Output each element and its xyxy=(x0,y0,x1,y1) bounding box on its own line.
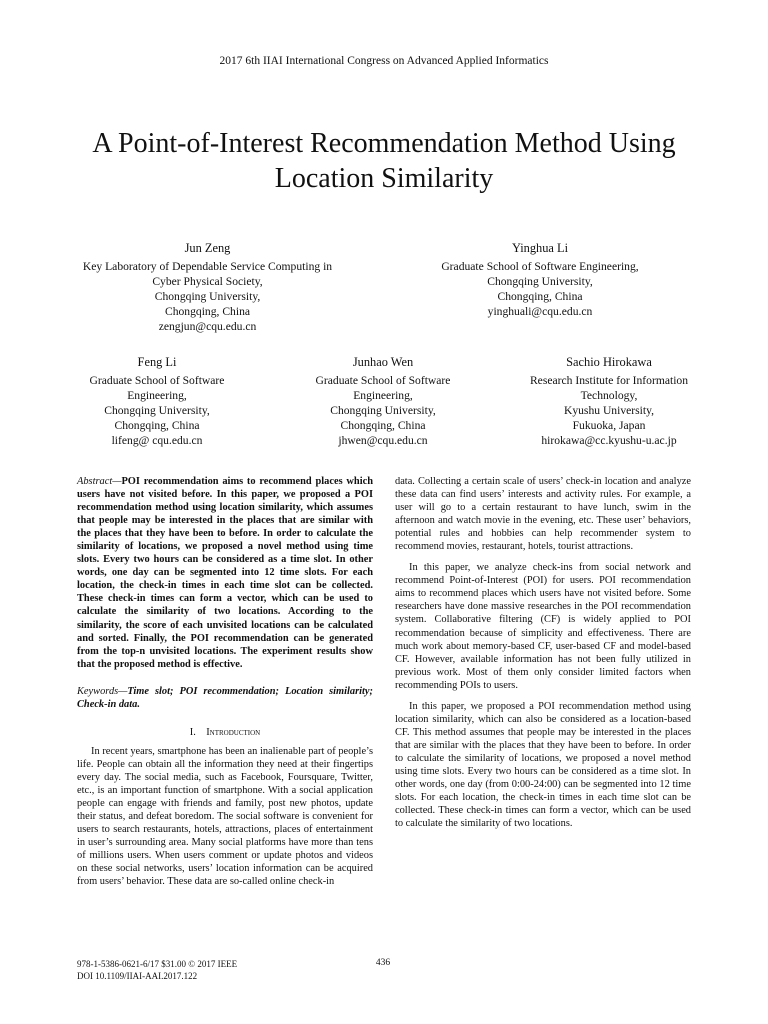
author-email: jhwen@cqu.edu.cn xyxy=(338,434,428,447)
author-affiliation-line: Chongqing University, xyxy=(487,275,593,288)
abstract-text: POI recommendation aims to recommend places which users have not visited before. In this paper, we proposed a POI recommendation method using location similarity, which assumes that people may be interested in the places that are similar with the places that they have been to before. In order to calculate the similarity of locations, we proposed a novel method using time slots. Every two hours can be considered as a time slot. In other words, one day can be segmented into 12 time slots. For each location, the check-in times in each time slot can be collected. These check-in times can form a vector, which can be used to calculate the similarity of two locations. According to the similarity, the score of each unvisited locations can be calculated and sorted. Finally, the POI recommendation can be generated from the top-n unvisited locations. The experiment results show that the proposed method is effective. xyxy=(77,476,373,670)
abstract xyxy=(77,475,373,671)
author-affiliation-line: Chongqing, China xyxy=(340,419,426,432)
body-paragraph: data. Collecting a certain scale of users’ check-in location and analyze these data can find users’ interests and activity rules. For example, a user will go to a certain restaurant to have lunch, swim in the afternoon and watch movie in the evening, etc. These user’ behaviors, potential rules and hobbies can help recommender system to recommend movies, restaurant, hotels, tourist attractions. xyxy=(395,476,691,553)
author-email: hirokawa@cc.kyushu-u.ac.jp xyxy=(541,434,677,447)
author-affiliation-line: Fukuoka, Japan xyxy=(572,419,646,432)
abstract-lead: Abstract— xyxy=(77,476,122,487)
author-affiliation-line: Engineering, xyxy=(353,389,413,402)
paper-title xyxy=(40,126,728,196)
author-name: Feng Li xyxy=(137,355,177,369)
author-affiliation-line: Cyber Physical Society, xyxy=(152,275,263,288)
author-affiliation-line: Graduate School of Software xyxy=(89,374,225,387)
title-line-1: A Point-of-Interest Recommendation Method Using xyxy=(92,128,676,159)
body-paragraph: In this paper, we analyze check-ins from social network and recommend Point-of-Interest (POI) for users. POI recommendation aims to recommend places which users have not visited before. Some researchers have done massive researches in the POI recommendation system. Collaborative filtering (CF) is widely applied to POI recommendation because of simplicity and effectiveness. There are much work about memory-based CF, user-based CF and model-based CF. However, available information has not been fully utilized in previous work. Most of them only consider limited factors when recommending POIs to users. xyxy=(395,562,691,691)
left-column xyxy=(77,475,373,888)
body-paragraph: In this paper, we proposed a POI recommendation method using location similarity, which can also be considered as a location-based CF. This method assumes that people may be interested in the places that are similar with the places that they have been to before. In order to calculate the similarity of locations, we proposed a novel method using time slots. Every two hours can be considered as a time slot. In other words, one day (from 0:00-24:00) can be segmented into 12 time slots. For each location, the check-in times in each time slot can be collected. These check-in times can form a vector, which can be used to calculate the similarity of two locations. xyxy=(395,700,691,830)
author-affiliation-line: Graduate School of Software xyxy=(315,374,451,387)
keywords-lead: Keywords— xyxy=(77,685,128,697)
author-block-1 xyxy=(70,241,345,334)
keywords xyxy=(77,685,373,711)
author-block-2 xyxy=(410,241,670,319)
conference-header: 2017 6th IIAI International Congress on Advanced Applied Informatics xyxy=(219,55,549,67)
title-line-2: Location Similarity xyxy=(274,163,494,194)
author-affiliation-line: Chongqing University, xyxy=(154,290,261,303)
author-affiliation-line: Graduate School of Software Engineering, xyxy=(441,260,639,273)
author-email: zengjun@cqu.edu.cn xyxy=(158,320,257,333)
author-affiliation-line: Research Institute for Information xyxy=(529,374,689,387)
section-number: I. xyxy=(189,726,196,738)
author-affiliation-line: Chongqing, China xyxy=(164,305,251,318)
footer-isbn: 978-1-5386-0621-6/17 $31.00 © 2017 IEEE xyxy=(77,959,238,969)
author-block-4 xyxy=(288,355,478,448)
footer-copyright xyxy=(77,958,237,982)
author-email: lifeng@ cqu.edu.cn xyxy=(111,434,203,447)
author-affiliation-line: Key Laboratory of Dependable Service Computing in xyxy=(82,260,333,273)
author-name: Yinghua Li xyxy=(511,241,569,255)
author-block-3 xyxy=(62,355,252,448)
section-title: Introduction xyxy=(206,726,261,738)
author-affiliation-line: Technology, xyxy=(580,389,638,402)
keywords-text: Time slot; POI recommendation; Location similarity; Check-in data. xyxy=(77,685,373,710)
author-affiliation-line: Kyushu University, xyxy=(563,404,655,417)
author-affiliation-line: Chongqing, China xyxy=(497,290,583,303)
author-email: yinghuali@cqu.edu.cn xyxy=(487,305,593,318)
page-number: 436 xyxy=(375,958,391,968)
intro-paragraph: In recent years, smartphone has been an inalienable part of people’s life. People can obtain all the information they need at their fingertips every day. The social media, such as Facebook, Foursquare, Twitter, etc., is an important function of smartphone. With a social application people can engage with friends and family, post new photos, update their status, and defeat boredom. The social software is convenient for users to search restaurants, hotels, attractions, places of entertainment in user’s surrounding area. Many social platforms have more than tens of millions users. When users comment or update photos and videos on these social networks, users’ location information can be acquired from users’ behavior. These data are so-called online check-in xyxy=(77,745,373,888)
author-name: Jun Zeng xyxy=(184,241,231,255)
author-name: Sachio Hirokawa xyxy=(566,355,652,369)
author-affiliation-line: Engineering, xyxy=(127,389,187,402)
author-name: Junhao Wen xyxy=(352,355,414,369)
right-column xyxy=(395,475,691,830)
author-affiliation-line: Chongqing University, xyxy=(104,404,210,417)
author-block-5 xyxy=(505,355,713,448)
footer-doi: DOI 10.1109/IIAI-AAI.2017.122 xyxy=(77,971,198,981)
author-affiliation-line: Chongqing University, xyxy=(330,404,436,417)
author-affiliation-line: Chongqing, China xyxy=(114,419,200,432)
section-heading-introduction xyxy=(77,726,373,739)
